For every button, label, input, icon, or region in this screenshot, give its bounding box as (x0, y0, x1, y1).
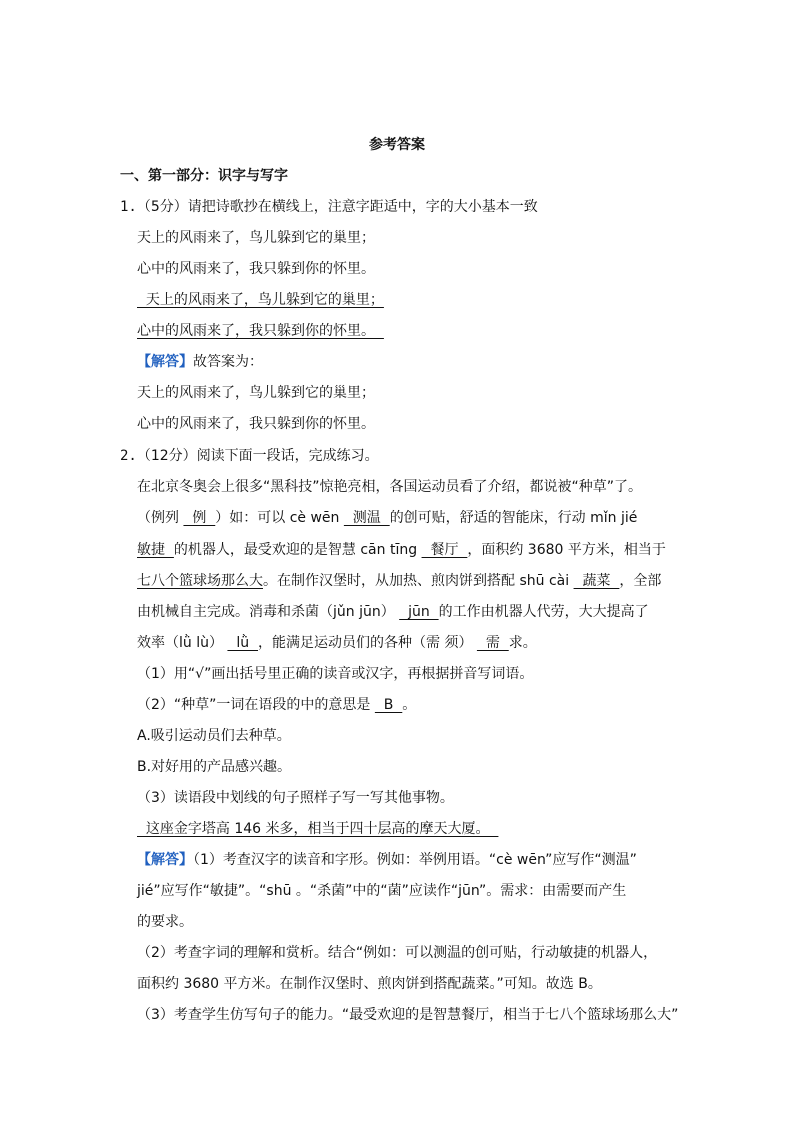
solution-line: 的要求。 (137, 914, 193, 930)
question-number: 1. (120, 199, 137, 215)
solution-label: 【解答】 (137, 354, 193, 370)
underlined-sentence: 七八个篮球场那么大 (137, 573, 263, 589)
question-1-header (120, 197, 538, 217)
solution-line: （3）考查学生仿写句子的能力。“最受欢迎的是智慧餐厅，相当于七八个篮球场那么大” (137, 1007, 679, 1023)
solution-line: 天上的风雨来了，鸟儿躲到它的巢里； (137, 385, 375, 401)
fill-blank: 餐厅 (421, 542, 468, 558)
solution-line (137, 850, 637, 870)
question-score: （12分） (136, 448, 197, 464)
question-2-header (120, 446, 379, 466)
solution-line: 心中的风雨来了，我只躲到你的怀里。 (137, 416, 375, 432)
poem-line: 心中的风雨来了，我只躲到你的怀里。 (137, 261, 375, 277)
sub-question: （3）读语段中划线的句子照样子写一写其他事物。 (137, 790, 454, 806)
fill-blank: 敏捷 (137, 542, 174, 558)
section-heading: 一、第一部分：识字与写字 (120, 168, 288, 184)
solution-label: 【解答】 (137, 852, 193, 868)
fill-blank: 例 (183, 510, 216, 526)
solution-text: （1）考查汉字的读音和字形。例如：举例用语。“cè wēn”应写作“测温” (193, 852, 637, 868)
passage-line: 敏捷 的机器人，最受欢迎的是智慧 cān tīng 餐厅 ，面积约 3680 平方米，相当于 (137, 542, 666, 558)
page-title: 参考答案 (369, 137, 425, 153)
answer-line (137, 321, 384, 341)
passage-line: 效率（lǜ lù） lǜ ，能满足运动员们的各种（需 须） 需 求。 (137, 635, 537, 651)
question-score: （5分） (136, 199, 188, 215)
fill-blank: 测温 (343, 510, 390, 526)
question-number: 2. (120, 448, 137, 464)
fill-blank: lǜ (227, 635, 259, 651)
sub-question: （2）“种草”一词在语段的中的意思是 B 。 (137, 697, 417, 713)
poem-line: 天上的风雨来了，鸟儿躲到它的巢里； (137, 230, 375, 246)
passage-line: 由机械自主完成。消毒和杀菌（jǔn jūn） jūn 的工作由机器人代劳，大大提高了 (137, 604, 649, 620)
underlined-answer: 这座金字塔高 146 米多，相当于四十层高的摩天大厦。 (137, 821, 499, 837)
underlined-answer: 天上的风雨来了，鸟儿躲到它的巢里； (137, 292, 384, 308)
option-a: A.吸引运动员们去种草。 (137, 728, 291, 744)
fill-blank: B (374, 697, 403, 713)
fill-blank: 需 (476, 635, 509, 651)
solution-text: 故答案为： (193, 354, 263, 370)
solution-line: jié”应写作“敏捷”。“shū 。“杀菌”中的“菌”应读作“jūn”。需求：由需要而产生 (137, 883, 627, 899)
solution-line (137, 352, 263, 372)
fill-blank: jūn (399, 604, 439, 620)
answer-line (137, 819, 498, 839)
solution-line: 面积约 3680 平方米。在制作汉堡时、煎肉饼到搭配蔬菜。”可知。故选 B。 (137, 976, 602, 992)
option-b: B.对好用的产品感兴趣。 (137, 759, 292, 775)
fill-blank: 蔬菜 (573, 573, 620, 589)
passage-line: 七八个篮球场那么大。在制作汉堡时，从加热、煎肉饼到搭配 shū cài 蔬菜 ，全部 (137, 573, 662, 589)
answer-line (137, 290, 384, 310)
underlined-answer: 心中的风雨来了，我只躲到你的怀里。 (137, 323, 384, 339)
question-prompt: 阅读下面一段话，完成练习。 (196, 448, 379, 464)
question-prompt: 请把诗歌抄在横线上，注意字距适中，字的大小基本一致 (187, 199, 538, 215)
passage-line: （例列 例 ）如：可以 cè wēn 测温 的创可贴，舒适的智能床，行动 mǐn jié (137, 510, 638, 526)
solution-line: （2）考查字词的理解和赏析。结合“例如：可以测温的创可贴，行动敏捷的机器人， (137, 945, 658, 961)
passage-line: 在北京冬奥会上很多“黑科技”惊艳亮相，各国运动员看了介绍，都说被“种草”了。 (137, 479, 643, 495)
sub-question: （1）用“√”画出括号里正确的读音或汉字，再根据拼音写词语。 (137, 666, 534, 682)
